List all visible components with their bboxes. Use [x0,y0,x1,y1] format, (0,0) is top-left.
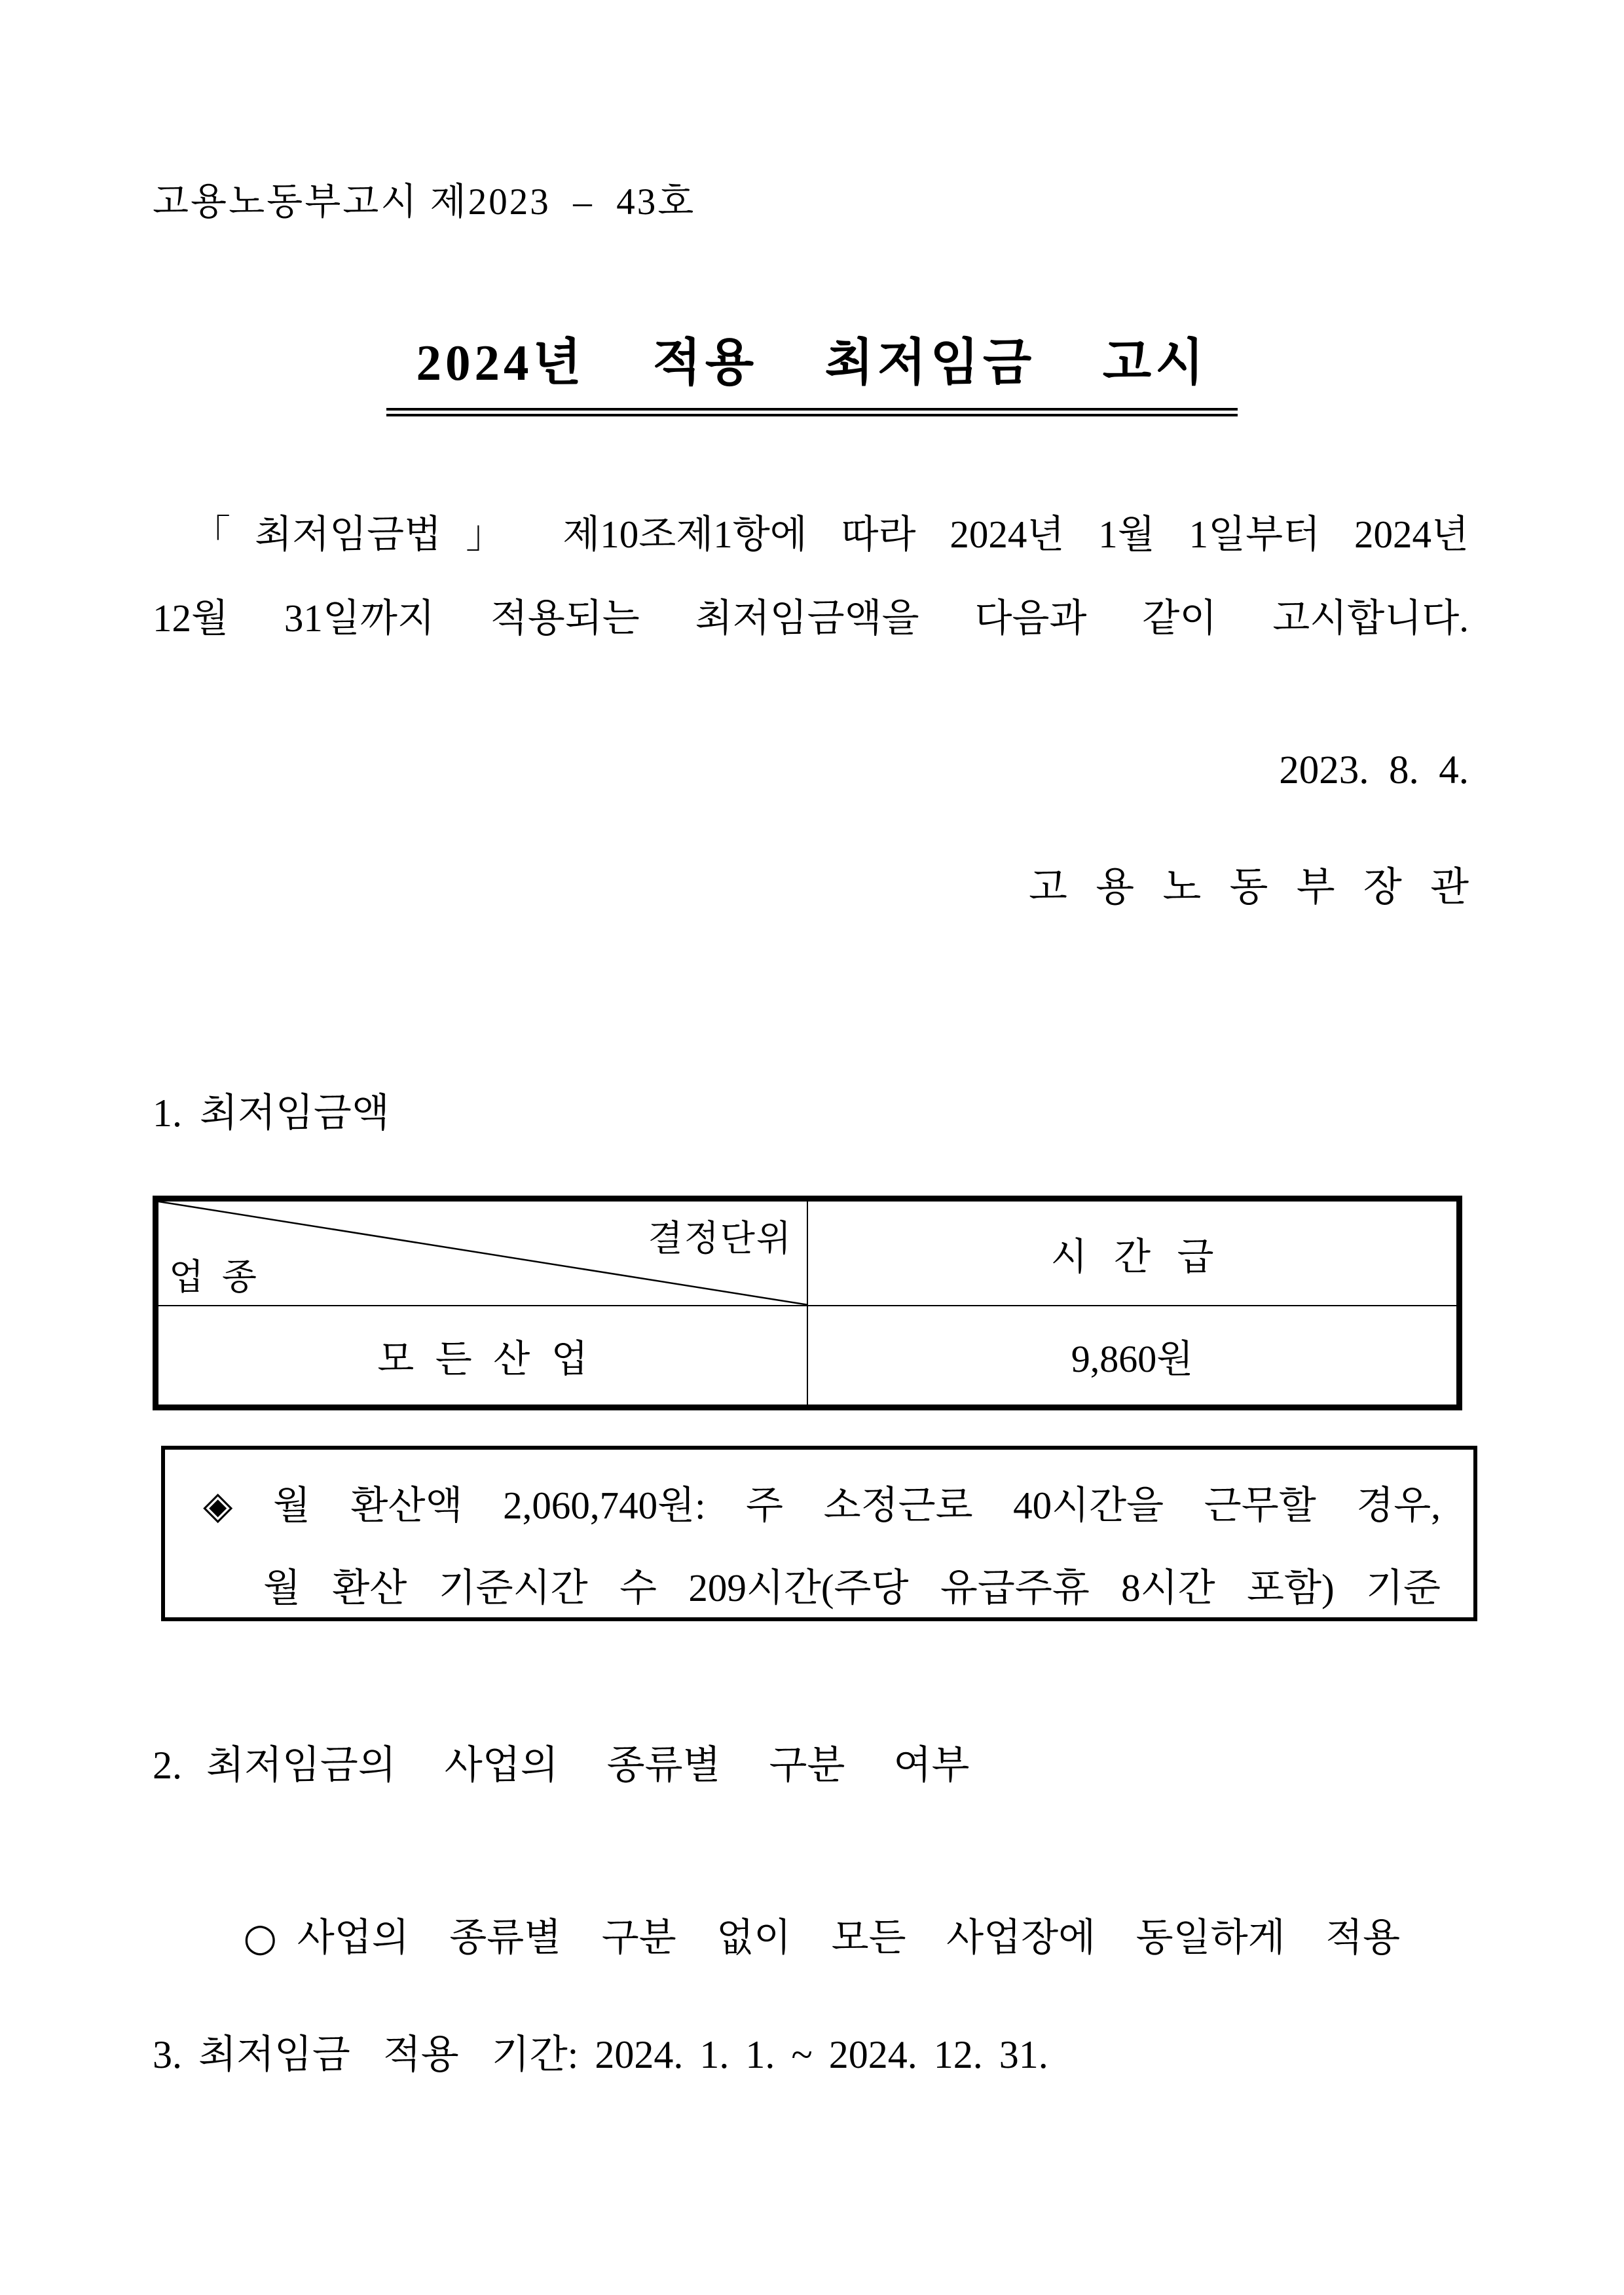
body-paragraph [153,492,1469,660]
notice-number: 고용노동부고시 제2023 – 43호 [153,181,696,223]
bullet-text: 사업의 종류별 구분 없이 모든 사업장에 동일하게 적용 [297,1916,1401,1959]
page-title: 2024년 적용 최저임금 고시 [386,322,1238,416]
section-2-heading: 2. 최저임금의 사업의 종류별 구분 여부 [153,1744,970,1787]
paragraph-line-2: 12월 31일까지 적용되는 최저임금액을 다음과 같이 고시합니다. [153,597,1469,640]
circle-bullet-icon: ○ [243,1915,277,1960]
note-line-1-text: 월 환산액 2,060,740원: 주 소정근로 40시간을 근무할 경우, [272,1484,1441,1527]
corner-label-decision-unit: 결정단위 [648,1219,792,1258]
minimum-wage-table [153,1196,1462,1410]
table-header-row [156,1199,1460,1306]
paragraph-line-1: 「최저임금법」 제10조제1항에 따라 2024년 1월 1일부터 2024년 [192,513,1469,556]
note-line-2: 월 환산 기준시간 수 209시간(주당 유급주휴 8시간 포함) 기준 [263,1566,1441,1609]
note-line-1 [203,1481,1441,1530]
column-header-hourly-wage: 시 간 급 [807,1199,1460,1306]
announcement-date: 2023. 8. 4. [1279,748,1469,792]
title-block [0,322,1624,416]
corner-label-industry: 업 종 [169,1257,257,1297]
signatory-minister: 고 용 노 동 부 장 관 [1029,866,1469,909]
section-2-bullet [203,1861,1400,1962]
table-data-row [156,1306,1460,1408]
table-corner-cell [156,1199,808,1306]
hourly-wage-value: 9,860원 [807,1306,1460,1408]
section-3-heading: 3. 최저임금 적용 기간: 2024. 1. 1. ~ 2024. 12. 31. [153,2033,1048,2076]
monthly-conversion-note-box [161,1446,1477,1621]
diamond-icon: ◈ [203,1482,233,1528]
row-label-all-industries: 모 든 산 업 [156,1306,808,1408]
section-1-heading: 1. 최저임금액 [153,1092,390,1135]
